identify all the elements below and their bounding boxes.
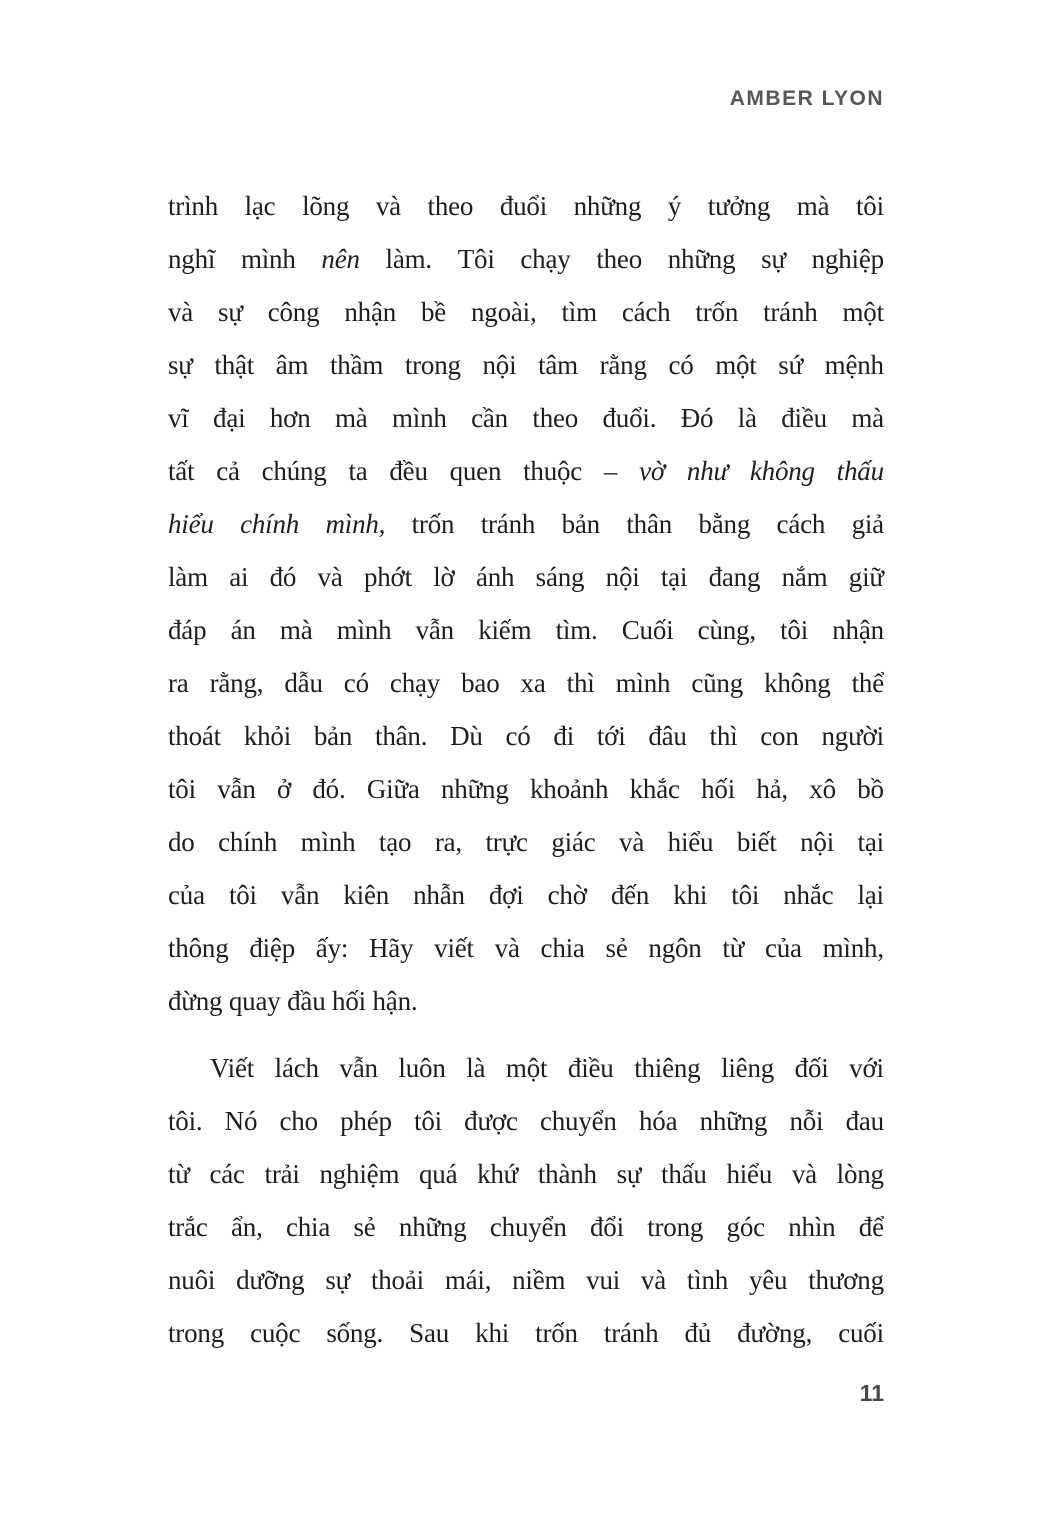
word: tưởng xyxy=(707,191,771,221)
word: Hãy xyxy=(368,933,414,963)
word: hiểu xyxy=(168,509,214,539)
word: làm xyxy=(168,562,208,592)
word: tất xyxy=(168,456,195,486)
word: đến xyxy=(610,880,650,910)
text-line xyxy=(168,1307,884,1360)
word: ấy: xyxy=(315,933,349,963)
word: khi xyxy=(673,880,708,910)
word: cần xyxy=(471,403,508,433)
word: trốn xyxy=(535,1318,578,1348)
word: thể xyxy=(851,668,884,698)
word: viết xyxy=(434,933,474,963)
word: sẻ xyxy=(605,933,628,963)
text-segment: đừng quay đầu hối hận. xyxy=(168,986,418,1016)
word: công xyxy=(267,297,320,327)
word: trải xyxy=(264,1159,300,1189)
text-line xyxy=(168,233,884,286)
word: tại xyxy=(857,827,884,857)
word: khắc xyxy=(629,774,680,804)
word: bản xyxy=(561,509,600,539)
word: là xyxy=(466,1053,486,1083)
word: tạo xyxy=(378,827,412,857)
word: đó. xyxy=(312,774,346,804)
word: như xyxy=(686,456,729,486)
word: chia xyxy=(540,933,585,963)
word: nội xyxy=(800,827,835,857)
word: tôi. xyxy=(168,1106,203,1136)
word: nhận xyxy=(832,615,884,645)
word: sự xyxy=(325,1265,351,1295)
text-line xyxy=(168,710,884,763)
word: rằng, xyxy=(209,668,264,698)
word: và xyxy=(619,827,645,857)
word: hiểu xyxy=(726,1159,773,1189)
word: nghiệp xyxy=(811,244,884,274)
word: thoải xyxy=(370,1265,424,1295)
word: đau xyxy=(845,1106,884,1136)
word: bồ xyxy=(857,774,884,804)
word: góc xyxy=(726,1212,765,1242)
word: sống. xyxy=(326,1318,384,1348)
word: tâm xyxy=(538,350,578,380)
word: đợi xyxy=(488,880,524,910)
word: đối xyxy=(794,1053,829,1083)
word: điều xyxy=(567,1053,614,1083)
word: luôn xyxy=(398,1053,446,1083)
word: Sau xyxy=(409,1318,450,1348)
word: và xyxy=(168,297,194,327)
word: phớt xyxy=(363,562,412,592)
word: mình xyxy=(615,668,671,698)
word: chờ xyxy=(547,880,587,910)
word: được xyxy=(464,1106,518,1136)
word: đủ xyxy=(684,1318,712,1348)
word: nhận xyxy=(344,297,397,327)
word: và xyxy=(494,933,520,963)
word: chính xyxy=(218,827,278,857)
word: tôi xyxy=(855,191,884,221)
word: quá xyxy=(418,1159,458,1189)
word: nhìn xyxy=(788,1212,836,1242)
word: Dù xyxy=(450,721,483,751)
word: đổi xyxy=(589,1212,624,1242)
word: thấu xyxy=(661,1159,707,1189)
word: và xyxy=(640,1265,667,1295)
word: theo xyxy=(532,403,579,433)
text-line xyxy=(168,498,884,551)
word: chính xyxy=(240,509,300,539)
word: con xyxy=(760,721,799,751)
word: theo xyxy=(596,244,642,274)
text-line xyxy=(168,1201,884,1254)
word: âm xyxy=(275,350,309,380)
word: lách xyxy=(274,1053,319,1083)
word: ta xyxy=(348,456,368,486)
word: mình, xyxy=(822,933,884,963)
running-header: AMBER LYON xyxy=(729,87,884,110)
word: cuối xyxy=(838,1318,884,1348)
word: phép xyxy=(340,1106,392,1136)
word: mệnh xyxy=(824,350,884,380)
word: tôi xyxy=(228,880,257,910)
word: trốn xyxy=(411,509,455,539)
word: và xyxy=(375,191,401,221)
word: mình, xyxy=(325,509,386,539)
word: mà xyxy=(796,191,830,221)
word: ra xyxy=(168,668,189,698)
word: vẫn xyxy=(217,774,256,804)
word: một xyxy=(505,1053,548,1083)
word: vẫn xyxy=(415,615,454,645)
word: tới xyxy=(596,721,626,751)
word: các xyxy=(209,1159,245,1189)
word: chia xyxy=(285,1212,331,1242)
word: đuổi xyxy=(499,191,548,221)
word: thân. xyxy=(375,721,428,751)
word: khoảnh xyxy=(529,774,609,804)
word: liêng xyxy=(721,1053,775,1083)
word: không xyxy=(764,668,831,698)
word: nuôi xyxy=(168,1265,216,1295)
page-number: 11 xyxy=(859,1380,884,1406)
word: vẫn xyxy=(339,1053,378,1083)
word: những xyxy=(573,191,642,221)
word: cả xyxy=(216,456,240,486)
word: trốn xyxy=(695,297,739,327)
word: có xyxy=(343,668,369,698)
word: người xyxy=(821,721,884,751)
word: chạy xyxy=(520,244,571,274)
word: biết xyxy=(736,827,777,857)
word: thành xyxy=(537,1159,597,1189)
word: tìm xyxy=(561,297,597,327)
word: những xyxy=(398,1212,467,1242)
word: thì xyxy=(566,668,595,698)
word: bao xyxy=(461,668,500,698)
word: những xyxy=(667,244,736,274)
word: sáng xyxy=(535,562,585,592)
word: cho xyxy=(279,1106,318,1136)
paragraph xyxy=(168,1042,884,1360)
word: ra, xyxy=(434,827,462,857)
word: thiêng xyxy=(634,1053,701,1083)
word: khứ xyxy=(477,1159,519,1189)
word: mình xyxy=(240,244,296,274)
word: thân xyxy=(626,509,673,539)
word: nội xyxy=(482,350,517,380)
text-line xyxy=(168,286,884,339)
word: chuyển xyxy=(489,1212,567,1242)
word: giác xyxy=(551,827,596,857)
word: sự xyxy=(616,1159,642,1189)
word: cách xyxy=(621,297,671,327)
word: không xyxy=(749,456,815,486)
word: những xyxy=(699,1106,768,1136)
word: xô xyxy=(809,774,836,804)
word: trong xyxy=(168,1318,224,1348)
word: dưỡng xyxy=(236,1265,305,1295)
word: chúng xyxy=(261,456,327,486)
word: của xyxy=(168,880,205,910)
word: điệp xyxy=(249,933,295,963)
word: đuổi. xyxy=(602,403,657,433)
word: dẫu xyxy=(284,668,323,698)
word: thấu xyxy=(836,456,884,486)
word: mình xyxy=(300,827,356,857)
word: giữ xyxy=(848,562,884,592)
word: đang xyxy=(708,562,761,592)
word: và xyxy=(317,562,343,592)
text-line xyxy=(168,1042,884,1095)
word: mà xyxy=(279,615,313,645)
word: cùng, xyxy=(697,615,756,645)
text-line xyxy=(168,869,884,922)
word: trong xyxy=(647,1212,704,1242)
word: thì xyxy=(709,721,738,751)
word: từ xyxy=(722,933,745,963)
word: ý xyxy=(667,191,682,221)
word: chuyển xyxy=(539,1106,617,1136)
word: kiên xyxy=(343,880,390,910)
word: thông xyxy=(168,933,229,963)
word: thật xyxy=(214,350,255,380)
word: kiếm xyxy=(478,615,532,645)
word: ngôn xyxy=(648,933,702,963)
word: bằng xyxy=(698,509,751,539)
word: cũng xyxy=(691,668,744,698)
word: mái, xyxy=(444,1265,492,1295)
word: sự xyxy=(761,244,786,274)
word: nhắc xyxy=(783,880,834,910)
word: theo xyxy=(427,191,474,221)
word: sự xyxy=(168,350,193,380)
word: cuộc xyxy=(250,1318,301,1348)
word: tôi xyxy=(168,774,196,804)
word: hối xyxy=(701,774,735,804)
word: hả, xyxy=(756,774,788,804)
word: lạc xyxy=(244,191,276,221)
word: do xyxy=(168,827,195,857)
text-line xyxy=(168,657,884,710)
word: sẻ xyxy=(353,1212,376,1242)
word: đó xyxy=(269,562,297,592)
word: đường, xyxy=(737,1318,813,1348)
word: mình xyxy=(336,615,392,645)
word: của xyxy=(764,933,802,963)
word: nội xyxy=(605,562,640,592)
word: Đó xyxy=(680,403,714,433)
word: tại xyxy=(660,562,688,592)
text-line xyxy=(168,445,884,498)
word: lòng xyxy=(836,1159,884,1189)
word: án xyxy=(230,615,256,645)
word: cách xyxy=(776,509,826,539)
word: là xyxy=(737,403,757,433)
body-text xyxy=(168,180,884,1360)
word: Nó xyxy=(224,1106,258,1136)
word: rằng xyxy=(599,350,647,380)
word: trắc xyxy=(168,1212,208,1242)
word: đại xyxy=(213,403,246,433)
word: tôi xyxy=(414,1106,442,1136)
word: đi xyxy=(553,721,575,751)
text-line xyxy=(168,1148,884,1201)
word: – xyxy=(603,456,618,486)
paragraph xyxy=(168,180,884,1028)
word: thuộc xyxy=(523,456,583,486)
word: vẫn xyxy=(280,880,320,910)
word: tôi xyxy=(731,880,760,910)
text-line xyxy=(168,180,884,233)
text-line xyxy=(168,922,884,975)
word: mà xyxy=(851,403,884,433)
word: nỗi xyxy=(789,1106,824,1136)
word: tìm. xyxy=(555,615,598,645)
word: hóa xyxy=(638,1106,678,1136)
word: tránh xyxy=(480,509,536,539)
word: có xyxy=(505,721,531,751)
word: khỏi xyxy=(243,721,292,751)
word: quen xyxy=(449,456,502,486)
word: xa xyxy=(520,668,546,698)
word: một xyxy=(715,350,757,380)
word: để xyxy=(858,1212,884,1242)
text-line xyxy=(168,763,884,816)
word: Viết xyxy=(210,1053,255,1083)
word: hơn xyxy=(269,403,311,433)
word: vờ xyxy=(639,456,666,486)
word: với xyxy=(849,1053,884,1083)
text-line xyxy=(168,816,884,869)
word: Cuối xyxy=(621,615,674,645)
word: giả xyxy=(851,509,884,539)
text-line xyxy=(168,1095,884,1148)
word: ánh xyxy=(475,562,515,592)
word: mình xyxy=(391,403,447,433)
word: ẩn, xyxy=(231,1212,263,1242)
word: khi xyxy=(475,1318,510,1348)
text-line xyxy=(168,392,884,445)
word: một xyxy=(842,297,884,327)
word: đều xyxy=(389,456,428,486)
word: ngoài, xyxy=(471,297,537,327)
word: niềm xyxy=(512,1265,566,1295)
word: trực xyxy=(485,827,528,857)
word: yêu xyxy=(748,1265,788,1295)
word: Tôi xyxy=(457,244,495,274)
word: bản xyxy=(313,721,353,751)
word: lõng xyxy=(302,191,350,221)
word: nghĩ xyxy=(168,244,216,274)
word: tình xyxy=(686,1265,729,1295)
word: thoát xyxy=(168,721,221,751)
word: mà xyxy=(334,403,368,433)
text-line xyxy=(168,339,884,392)
word: và xyxy=(791,1159,817,1189)
word: làm. xyxy=(385,244,432,274)
word: lờ xyxy=(433,562,455,592)
word: nhẫn xyxy=(413,880,465,910)
text-line xyxy=(168,1254,884,1307)
word: tránh xyxy=(603,1318,659,1348)
word: có xyxy=(668,350,694,380)
word: chạy xyxy=(389,668,441,698)
word: trình xyxy=(168,191,218,221)
word: ai xyxy=(229,562,249,592)
word: trong xyxy=(404,350,461,380)
word: thương xyxy=(808,1265,884,1295)
word: sự xyxy=(218,297,243,327)
word: vĩ xyxy=(168,403,189,433)
word: vui xyxy=(586,1265,621,1295)
text-line xyxy=(168,975,884,1028)
word: đáp xyxy=(168,615,207,645)
word: bề xyxy=(420,297,447,327)
word: lại xyxy=(857,880,884,910)
word: Giữa xyxy=(366,774,420,804)
word: tránh xyxy=(763,297,818,327)
word: nghiệm xyxy=(319,1159,400,1189)
word: tôi xyxy=(780,615,809,645)
word: sứ xyxy=(778,350,804,380)
word: đâu xyxy=(648,721,687,751)
word: điều xyxy=(781,403,827,433)
word: từ xyxy=(168,1159,190,1189)
text-line xyxy=(168,551,884,604)
text-line xyxy=(168,604,884,657)
word: hiểu xyxy=(667,827,714,857)
word: ở xyxy=(276,774,292,804)
word: nên xyxy=(321,244,360,274)
word: nắm xyxy=(781,562,828,592)
word: những xyxy=(441,774,509,804)
word: thầm xyxy=(330,350,384,380)
